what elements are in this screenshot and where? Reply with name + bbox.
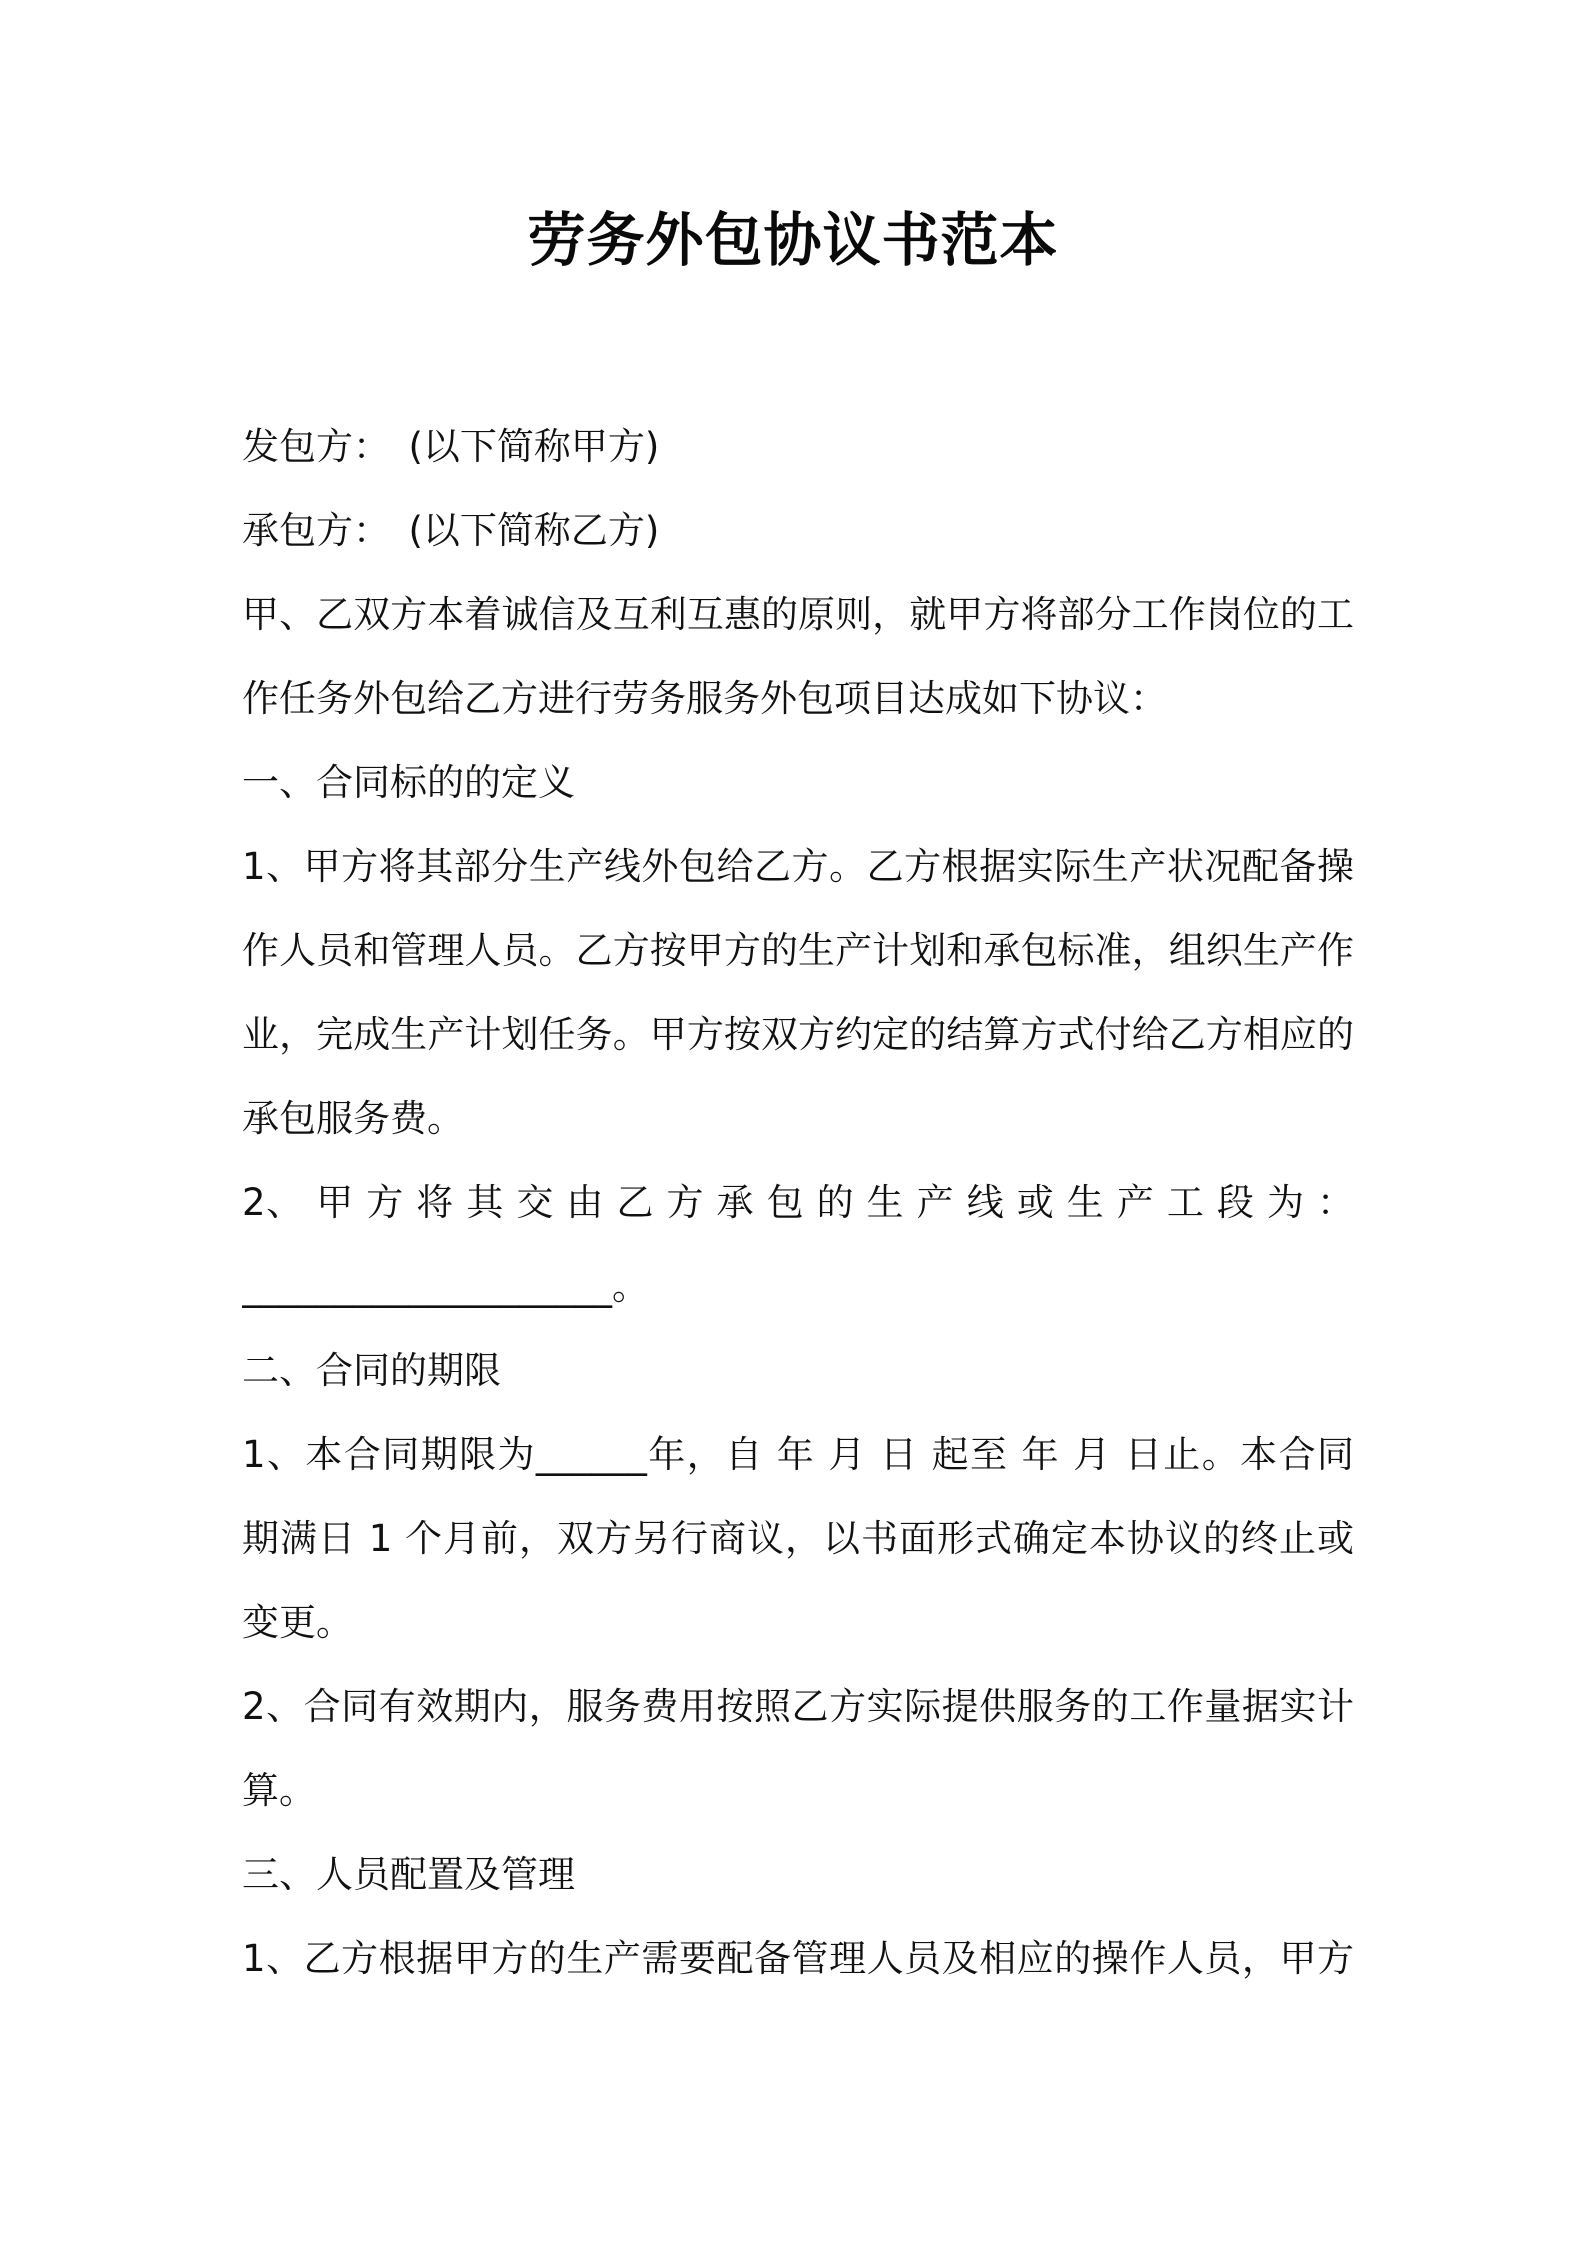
clause-line: 作人员和管理人员。乙方按甲方的生产计划和承包标准，组织生产作 — [242, 929, 1354, 972]
clause-line: 2、 甲 方 将 其 交 由 乙 方 承 包 的 生 产 线 或 生 产 工 段 为 ： — [242, 1181, 1354, 1224]
document-title: 劳务外包协议书范本 — [527, 206, 1059, 274]
intro-paragraph-line: 作任务外包给乙方进行劳务服务外包项目达成如下协议： — [242, 677, 1167, 720]
document-body — [242, 405, 1354, 2001]
section-heading: 二、合同的期限 — [242, 1349, 501, 1392]
section-heading: 三、人员配置及管理 — [242, 1853, 575, 1896]
clause-line: 承包服务费。 — [242, 1097, 464, 1140]
section-heading: 一、合同标的的定义 — [242, 761, 575, 804]
intro-paragraph-line: 甲、乙双方本着诚信及互利互惠的原则，就甲方将部分工作岗位的工 — [242, 593, 1354, 636]
clause-line: 2、合同有效期内，服务费用按照乙方实际提供服务的工作量据实计 — [242, 1685, 1354, 1728]
clause-line: 算。 — [242, 1769, 316, 1812]
clause-line: 1、本合同期限为______年，自 年 月 日 起至 年 月 日止。本合同 — [242, 1433, 1354, 1476]
party-a-line: 发包方： (以下简称甲方) — [242, 425, 660, 468]
clause-line: 1、甲方将其部分生产线外包给乙方。乙方根据实际生产状况配备操 — [242, 845, 1354, 888]
clause-line: 变更。 — [242, 1601, 353, 1644]
blank-fill-line: ____________________。 — [242, 1265, 649, 1308]
party-b-line: 承包方： (以下简称乙方) — [242, 509, 660, 552]
clause-line: 期满日 1 个月前，双方另行商议，以书面形式确定本协议的终止或 — [242, 1517, 1354, 1560]
clause-line: 业，完成生产计划任务。甲方按双方约定的结算方式付给乙方相应的 — [242, 1013, 1354, 1056]
clause-line: 1、乙方根据甲方的生产需要配备管理人员及相应的操作人员，甲方 — [242, 1937, 1354, 1980]
